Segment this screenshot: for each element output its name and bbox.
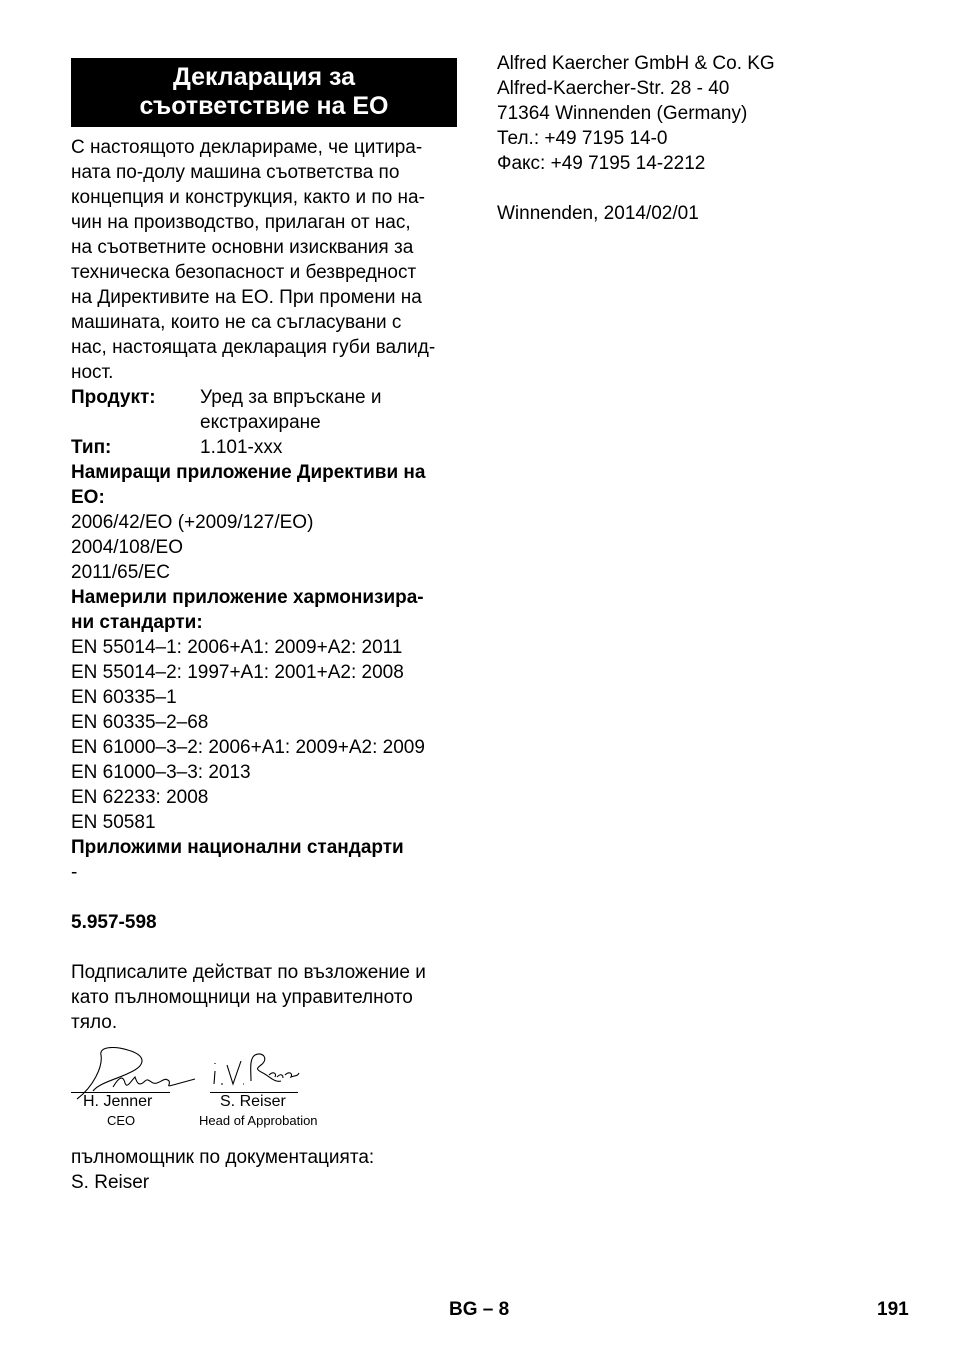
signatories-statement bbox=[71, 960, 457, 1035]
signature-block bbox=[71, 1047, 457, 1145]
standards-list bbox=[71, 635, 457, 835]
standards-heading-line: Намерили приложение хармонизира- bbox=[71, 587, 424, 608]
address-line: Alfred Kaercher GmbH & Co. KG bbox=[497, 53, 775, 74]
signatories-line: като пълномощници на управителното bbox=[71, 987, 413, 1008]
national-standards-heading: Приложими национални стандарти bbox=[71, 837, 404, 858]
product-label: Продукт: bbox=[71, 387, 156, 408]
jenner-name: H. Jenner bbox=[83, 1093, 153, 1110]
intro-line: ната по-долу машина съответства по bbox=[71, 162, 400, 183]
documentation-label: пълномощник по документацията: bbox=[71, 1147, 375, 1168]
directive-item: 2004/108/ЕО bbox=[71, 537, 183, 558]
type-value: 1.101-xxx bbox=[200, 437, 283, 458]
directives-heading-line: Намиращи приложение Директиви на bbox=[71, 462, 426, 483]
page-number: 191 bbox=[877, 1299, 909, 1320]
intro-line: концепция и конструкция, както и по на- bbox=[71, 187, 425, 208]
right-column bbox=[497, 51, 897, 226]
address-line: Тел.: +49 7195 14-0 bbox=[497, 128, 668, 149]
standard-item: EN 50581 bbox=[71, 812, 156, 833]
signatories-line: Подписалите действат по възложение и bbox=[71, 962, 426, 983]
documentation-name: S. Reiser bbox=[71, 1172, 150, 1193]
intro-line: на Директивите на ЕО. При промени на bbox=[71, 287, 422, 308]
declaration-title bbox=[71, 58, 457, 127]
standard-item: EN 61000–3–2: 2006+A1: 2009+A2: 2009 bbox=[71, 737, 425, 758]
directives-heading-line: ЕО: bbox=[71, 487, 105, 508]
directive-item: 2006/42/ЕО (+2009/127/ЕО) bbox=[71, 512, 314, 533]
address-line: Факс: +49 7195 14-2212 bbox=[497, 153, 706, 174]
standard-item: EN 61000–3–3: 2013 bbox=[71, 762, 251, 783]
footer-section-code: BG – 8 bbox=[449, 1299, 510, 1320]
jenner-role: CEO bbox=[107, 1113, 136, 1128]
intro-line: ност. bbox=[71, 362, 114, 383]
standards-heading bbox=[71, 585, 457, 635]
intro-line: на съответните основни изисквания за bbox=[71, 237, 414, 258]
company-address bbox=[497, 51, 897, 176]
standard-item: EN 62233: 2008 bbox=[71, 787, 209, 808]
product-value bbox=[200, 385, 381, 435]
standard-item: EN 55014–1: 2006+A1: 2009+A2: 2011 bbox=[71, 637, 403, 658]
intro-line: С настоящото декларираме, че цитира- bbox=[71, 137, 423, 158]
reiser-signature bbox=[211, 1051, 303, 1089]
title-line-2: съответствие на ЕО bbox=[139, 92, 389, 120]
intro-line: нас, настоящата декларация губи валид- bbox=[71, 337, 436, 358]
type-label: Тип: bbox=[71, 437, 112, 458]
standard-item: EN 60335–2–68 bbox=[71, 712, 209, 733]
directives-heading bbox=[71, 460, 457, 510]
directives-list bbox=[71, 510, 457, 585]
address-line: Alfred-Kaercher-Str. 28 - 40 bbox=[497, 78, 730, 99]
intro-line: чин на производство, прилаган от нас, bbox=[71, 212, 411, 233]
title-line-1: Декларация за bbox=[172, 63, 356, 91]
address-line: 71364 Winnenden (Germany) bbox=[497, 103, 748, 124]
product-value-line: екстрахиране bbox=[200, 412, 321, 433]
place-date: Winnenden, 2014/02/01 bbox=[497, 203, 699, 224]
national-standards-value: - bbox=[71, 862, 78, 883]
reiser-role: Head of Approbation bbox=[199, 1113, 318, 1128]
standard-item: EN 55014–2: 1997+A1: 2001+A2: 2008 bbox=[71, 662, 404, 683]
directive-item: 2011/65/EC bbox=[71, 562, 170, 583]
standard-item: EN 60335–1 bbox=[71, 687, 177, 708]
signatories-line: тяло. bbox=[71, 1012, 118, 1033]
type-row bbox=[71, 435, 457, 460]
document-number: 5.957-598 bbox=[71, 912, 157, 933]
reiser-name: S. Reiser bbox=[220, 1093, 286, 1110]
product-value-line: Уред за впръскане и bbox=[200, 387, 382, 408]
product-row bbox=[71, 385, 457, 435]
left-column bbox=[71, 58, 457, 1195]
intro-line: техническа безопасност и безвредност bbox=[71, 262, 417, 283]
intro-line: машината, които не са съгласувани с bbox=[71, 312, 402, 333]
standards-heading-line: ни стандарти: bbox=[71, 612, 203, 633]
intro-paragraph bbox=[71, 135, 457, 385]
